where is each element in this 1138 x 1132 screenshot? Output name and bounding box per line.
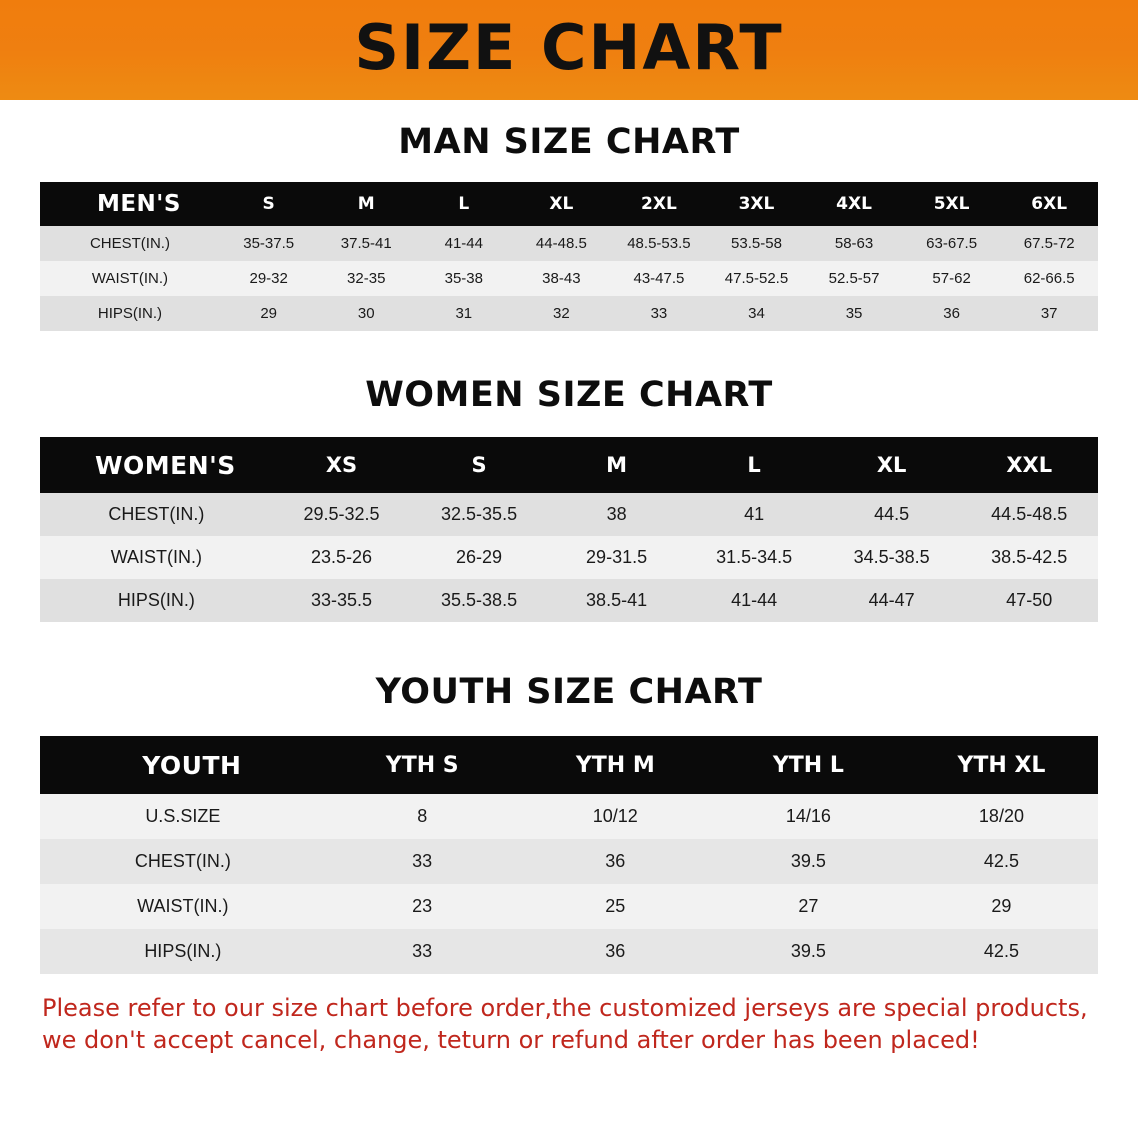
table-row [40, 536, 1098, 579]
youth-row-label: U.S.SIZE [145, 806, 221, 826]
women-cell: 47-50 [1006, 590, 1053, 610]
table-header-row [40, 182, 1098, 226]
man-cell: 67.5-72 [1023, 235, 1075, 252]
man-cell: 47.5-52.5 [724, 270, 789, 287]
women-col-header: XXL [1006, 453, 1053, 477]
youth-cell: 18/20 [978, 806, 1024, 826]
man-col-header: 4XL [836, 194, 872, 214]
man-cell: 32 [553, 305, 570, 322]
disclaimer-line-2: we don't accept cancel, change, teturn or refund after order has been placed! [42, 1026, 980, 1055]
man-cell: 29 [260, 305, 278, 322]
table-row [40, 839, 1098, 884]
man-col-header: 6XL [1031, 194, 1068, 214]
disclaimer-note [0, 974, 1138, 1057]
women-cell: 29-31.5 [586, 547, 648, 567]
man-col-header: XL [549, 194, 574, 214]
youth-cell: 8 [417, 806, 428, 826]
youth-cell: 42.5 [983, 941, 1019, 961]
man-col-header: M [357, 194, 375, 214]
man-cell: 36 [943, 305, 960, 322]
youth-cell: 39.5 [790, 941, 826, 961]
youth-row-label: WAIST(IN.) [137, 896, 229, 916]
women-cell: 44.5 [874, 504, 910, 524]
table-row [40, 929, 1098, 974]
youth-size-table [40, 736, 1098, 974]
man-col-header: 2XL [641, 194, 677, 214]
header-banner [0, 0, 1138, 100]
women-cell: 41-44 [731, 590, 778, 610]
women-corner-label: WOMEN'S [94, 450, 236, 480]
youth-cell: 36 [605, 941, 626, 961]
youth-cell: 14/16 [785, 806, 831, 826]
man-cell: 37 [1040, 305, 1058, 322]
youth-col-header: YTH L [772, 752, 844, 778]
youth-col-header: YTH S [385, 752, 459, 778]
women-cell: 38.5-41 [586, 590, 648, 610]
women-cell: 44-47 [868, 590, 915, 610]
man-cell: 57-62 [932, 270, 971, 287]
man-col-header: L [458, 194, 470, 214]
youth-col-header: YTH M [575, 752, 655, 778]
table-row [40, 884, 1098, 929]
youth-cell: 25 [605, 896, 626, 916]
man-cell: 33 [650, 305, 668, 322]
man-cell: 35-37.5 [243, 235, 295, 252]
table-row [40, 493, 1098, 536]
youth-cell: 39.5 [790, 851, 826, 871]
youth-cell: 36 [605, 851, 626, 871]
youth-cell: 29 [991, 896, 1012, 916]
man-cell: 63-67.5 [926, 235, 978, 252]
man-col-header: S [262, 194, 275, 214]
man-cell: 41-44 [444, 235, 483, 252]
man-cell: 29-32 [249, 270, 288, 287]
women-cell: 38.5-42.5 [991, 547, 1068, 567]
table-row [40, 261, 1098, 296]
women-cell: 41 [744, 504, 765, 524]
women-col-header: S [471, 453, 487, 477]
table-row [40, 226, 1098, 261]
man-cell: 35-38 [444, 270, 483, 287]
youth-cell: 10/12 [592, 806, 638, 826]
table-row [40, 296, 1098, 331]
man-col-header: 3XL [738, 194, 775, 214]
man-cell: 62-66.5 [1023, 270, 1075, 287]
man-cell: 38-43 [542, 270, 581, 287]
man-cell: 34 [748, 305, 765, 322]
women-col-header: L [747, 453, 761, 477]
man-cell: 58-63 [834, 235, 874, 252]
man-cell: 52.5-57 [828, 270, 880, 287]
man-corner-label: MEN'S [96, 191, 181, 217]
women-cell: 26-29 [456, 547, 503, 567]
women-row-label: CHEST(IN.) [108, 504, 205, 524]
women-col-header: XL [876, 453, 907, 477]
man-cell: 48.5-53.5 [627, 235, 691, 252]
table-header-row [40, 437, 1098, 493]
man-section-title: MAN SIZE CHART [398, 122, 740, 162]
women-cell: 38 [606, 504, 627, 524]
man-cell: 44-48.5 [535, 235, 587, 252]
youth-cell: 33 [412, 851, 433, 871]
table-row [40, 579, 1098, 622]
man-cell: 37.5-41 [340, 235, 392, 252]
youth-cell: 23 [412, 896, 433, 916]
man-row-label: HIPS(IN.) [97, 305, 163, 322]
man-cell: 35 [845, 305, 863, 322]
women-row-label: WAIST(IN.) [110, 547, 203, 567]
women-cell: 32.5-35.5 [441, 504, 518, 524]
man-col-header: 5XL [933, 194, 970, 214]
women-row-label: HIPS(IN.) [117, 590, 195, 610]
women-col-header: M [606, 453, 628, 477]
man-size-table [40, 182, 1098, 331]
youth-cell: 27 [798, 896, 819, 916]
youth-corner-label: YOUTH [142, 750, 242, 780]
table-header-row [40, 736, 1098, 794]
disclaimer-line-1: Please refer to our size chart before order,the customized jerseys are special products, [42, 994, 1088, 1022]
man-cell: 31 [455, 305, 473, 322]
women-cell: 29.5-32.5 [303, 504, 380, 524]
man-cell: 32-35 [347, 270, 386, 287]
youth-row-label: HIPS(IN.) [144, 941, 222, 961]
women-cell: 34.5-38.5 [853, 547, 930, 567]
youth-cell: 33 [412, 941, 433, 961]
women-cell: 44.5-48.5 [991, 504, 1068, 524]
page-title: SIZE CHART [354, 11, 784, 84]
youth-cell: 42.5 [983, 851, 1019, 871]
man-row-label: CHEST(IN.) [89, 235, 170, 252]
youth-table-wrapper [0, 736, 1138, 974]
women-table-wrapper [0, 437, 1138, 622]
youth-section-title: YOUTH SIZE CHART [375, 672, 763, 712]
women-col-header: XS [325, 453, 358, 477]
man-table-wrapper [0, 182, 1138, 331]
man-cell: 53.5-58 [731, 235, 782, 252]
women-cell: 35.5-38.5 [441, 590, 518, 610]
youth-col-header: YTH XL [957, 752, 1046, 778]
women-cell: 33-35.5 [310, 590, 373, 610]
table-row [40, 794, 1098, 839]
women-cell: 31.5-34.5 [716, 547, 793, 567]
women-size-table [40, 437, 1098, 622]
women-cell: 23.5-26 [310, 547, 373, 567]
man-row-label: WAIST(IN.) [91, 270, 168, 287]
man-cell: 30 [357, 305, 375, 322]
youth-row-label: CHEST(IN.) [134, 851, 231, 871]
women-section-title: WOMEN SIZE CHART [365, 375, 773, 415]
man-cell: 43-47.5 [633, 270, 685, 287]
